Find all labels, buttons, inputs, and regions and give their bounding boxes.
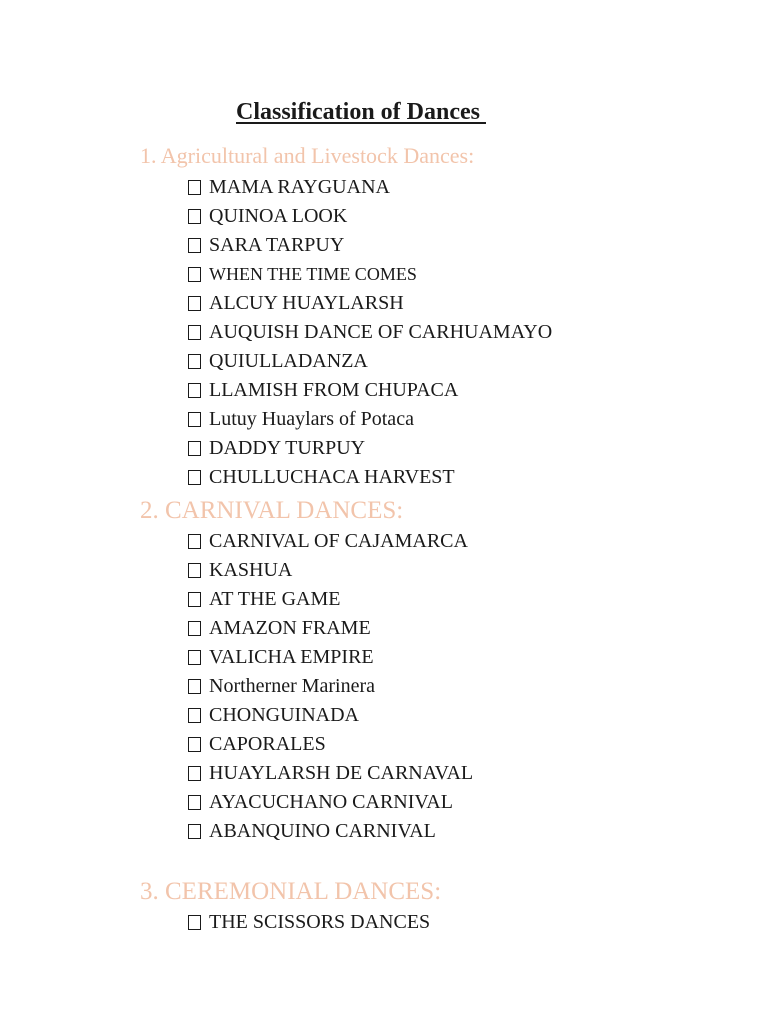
section-heading-ceremonial: 3. CEREMONIAL DANCES:	[140, 878, 442, 905]
list-item	[188, 347, 552, 376]
list-item	[188, 318, 552, 347]
list-item-label: QUIULLADANZA	[209, 350, 368, 372]
square-bullet-icon	[188, 209, 201, 224]
list-item	[188, 614, 473, 643]
list-item	[188, 759, 473, 788]
square-bullet-icon	[188, 383, 201, 398]
square-bullet-icon	[188, 534, 201, 549]
square-bullet-icon	[188, 737, 201, 752]
list-item-label: CARNIVAL OF CAJAMARCA	[209, 530, 468, 552]
list-item	[188, 202, 552, 231]
list-item-label: CAPORALES	[209, 733, 326, 755]
list-item-label: SARA TARPUY	[209, 234, 345, 256]
list-item	[188, 289, 552, 318]
list-item	[188, 730, 473, 759]
list-item	[188, 788, 473, 817]
square-bullet-icon	[188, 296, 201, 311]
dance-list-ceremonial	[188, 908, 430, 937]
list-item-label: AYACUCHANO CARNIVAL	[209, 791, 453, 813]
square-bullet-icon	[188, 592, 201, 607]
square-bullet-icon	[188, 824, 201, 839]
list-item	[188, 817, 473, 846]
square-bullet-icon	[188, 650, 201, 665]
square-bullet-icon	[188, 470, 201, 485]
square-bullet-icon	[188, 708, 201, 723]
list-item	[188, 556, 473, 585]
list-item-label: AT THE GAME	[209, 588, 341, 610]
square-bullet-icon	[188, 325, 201, 340]
list-item	[188, 173, 552, 202]
list-item-label: VALICHA EMPIRE	[209, 646, 374, 668]
square-bullet-icon	[188, 354, 201, 369]
list-item-label: KASHUA	[209, 559, 293, 581]
dance-list-carnival	[188, 527, 473, 846]
list-item	[188, 405, 552, 434]
list-item	[188, 463, 552, 492]
square-bullet-icon	[188, 563, 201, 578]
list-item	[188, 231, 552, 260]
list-item	[188, 376, 552, 405]
list-item-label: QUINOA LOOK	[209, 205, 348, 227]
square-bullet-icon	[188, 679, 201, 694]
list-item	[188, 643, 473, 672]
dance-list-agricultural	[188, 173, 552, 492]
list-item-label: HUAYLARSH DE CARNAVAL	[209, 762, 474, 784]
square-bullet-icon	[188, 795, 201, 810]
list-item-label: CHONGUINADA	[209, 704, 359, 726]
list-item	[188, 260, 552, 289]
list-item-label: AMAZON FRAME	[209, 617, 371, 639]
list-item-label: Northerner Marinera	[209, 675, 376, 697]
square-bullet-icon	[188, 238, 201, 253]
list-item	[188, 701, 473, 730]
list-item	[188, 908, 430, 937]
list-item-label: ABANQUINO CARNIVAL	[209, 820, 436, 842]
square-bullet-icon	[188, 441, 201, 456]
list-item-label: THE SCISSORS DANCES	[209, 911, 431, 933]
section-heading-carnival: 2. CARNIVAL DANCES:	[140, 497, 404, 524]
list-item-label: WHEN THE TIME COMES	[209, 264, 417, 284]
list-item-label: Lutuy Huaylars of Potaca	[209, 408, 414, 430]
square-bullet-icon	[188, 180, 201, 195]
list-item	[188, 527, 473, 556]
list-item-label: DADDY TURPUY	[209, 437, 366, 459]
square-bullet-icon	[188, 915, 201, 930]
page-title: Classification of Dances	[236, 99, 486, 125]
list-item-label: AUQUISH DANCE OF CARHUAMAYO	[209, 321, 553, 343]
list-item	[188, 672, 473, 701]
list-item-label: ALCUY HUAYLARSH	[209, 292, 404, 314]
list-item-label: MAMA RAYGUANA	[209, 176, 390, 198]
list-item-label: LLAMISH FROM CHUPACA	[209, 379, 459, 401]
list-item-label: CHULLUCHACA HARVEST	[209, 466, 455, 488]
square-bullet-icon	[188, 412, 201, 427]
square-bullet-icon	[188, 621, 201, 636]
square-bullet-icon	[188, 766, 201, 781]
square-bullet-icon	[188, 267, 201, 282]
list-item	[188, 585, 473, 614]
list-item	[188, 434, 552, 463]
section-heading-agricultural: 1. Agricultural and Livestock Dances:	[140, 143, 475, 168]
